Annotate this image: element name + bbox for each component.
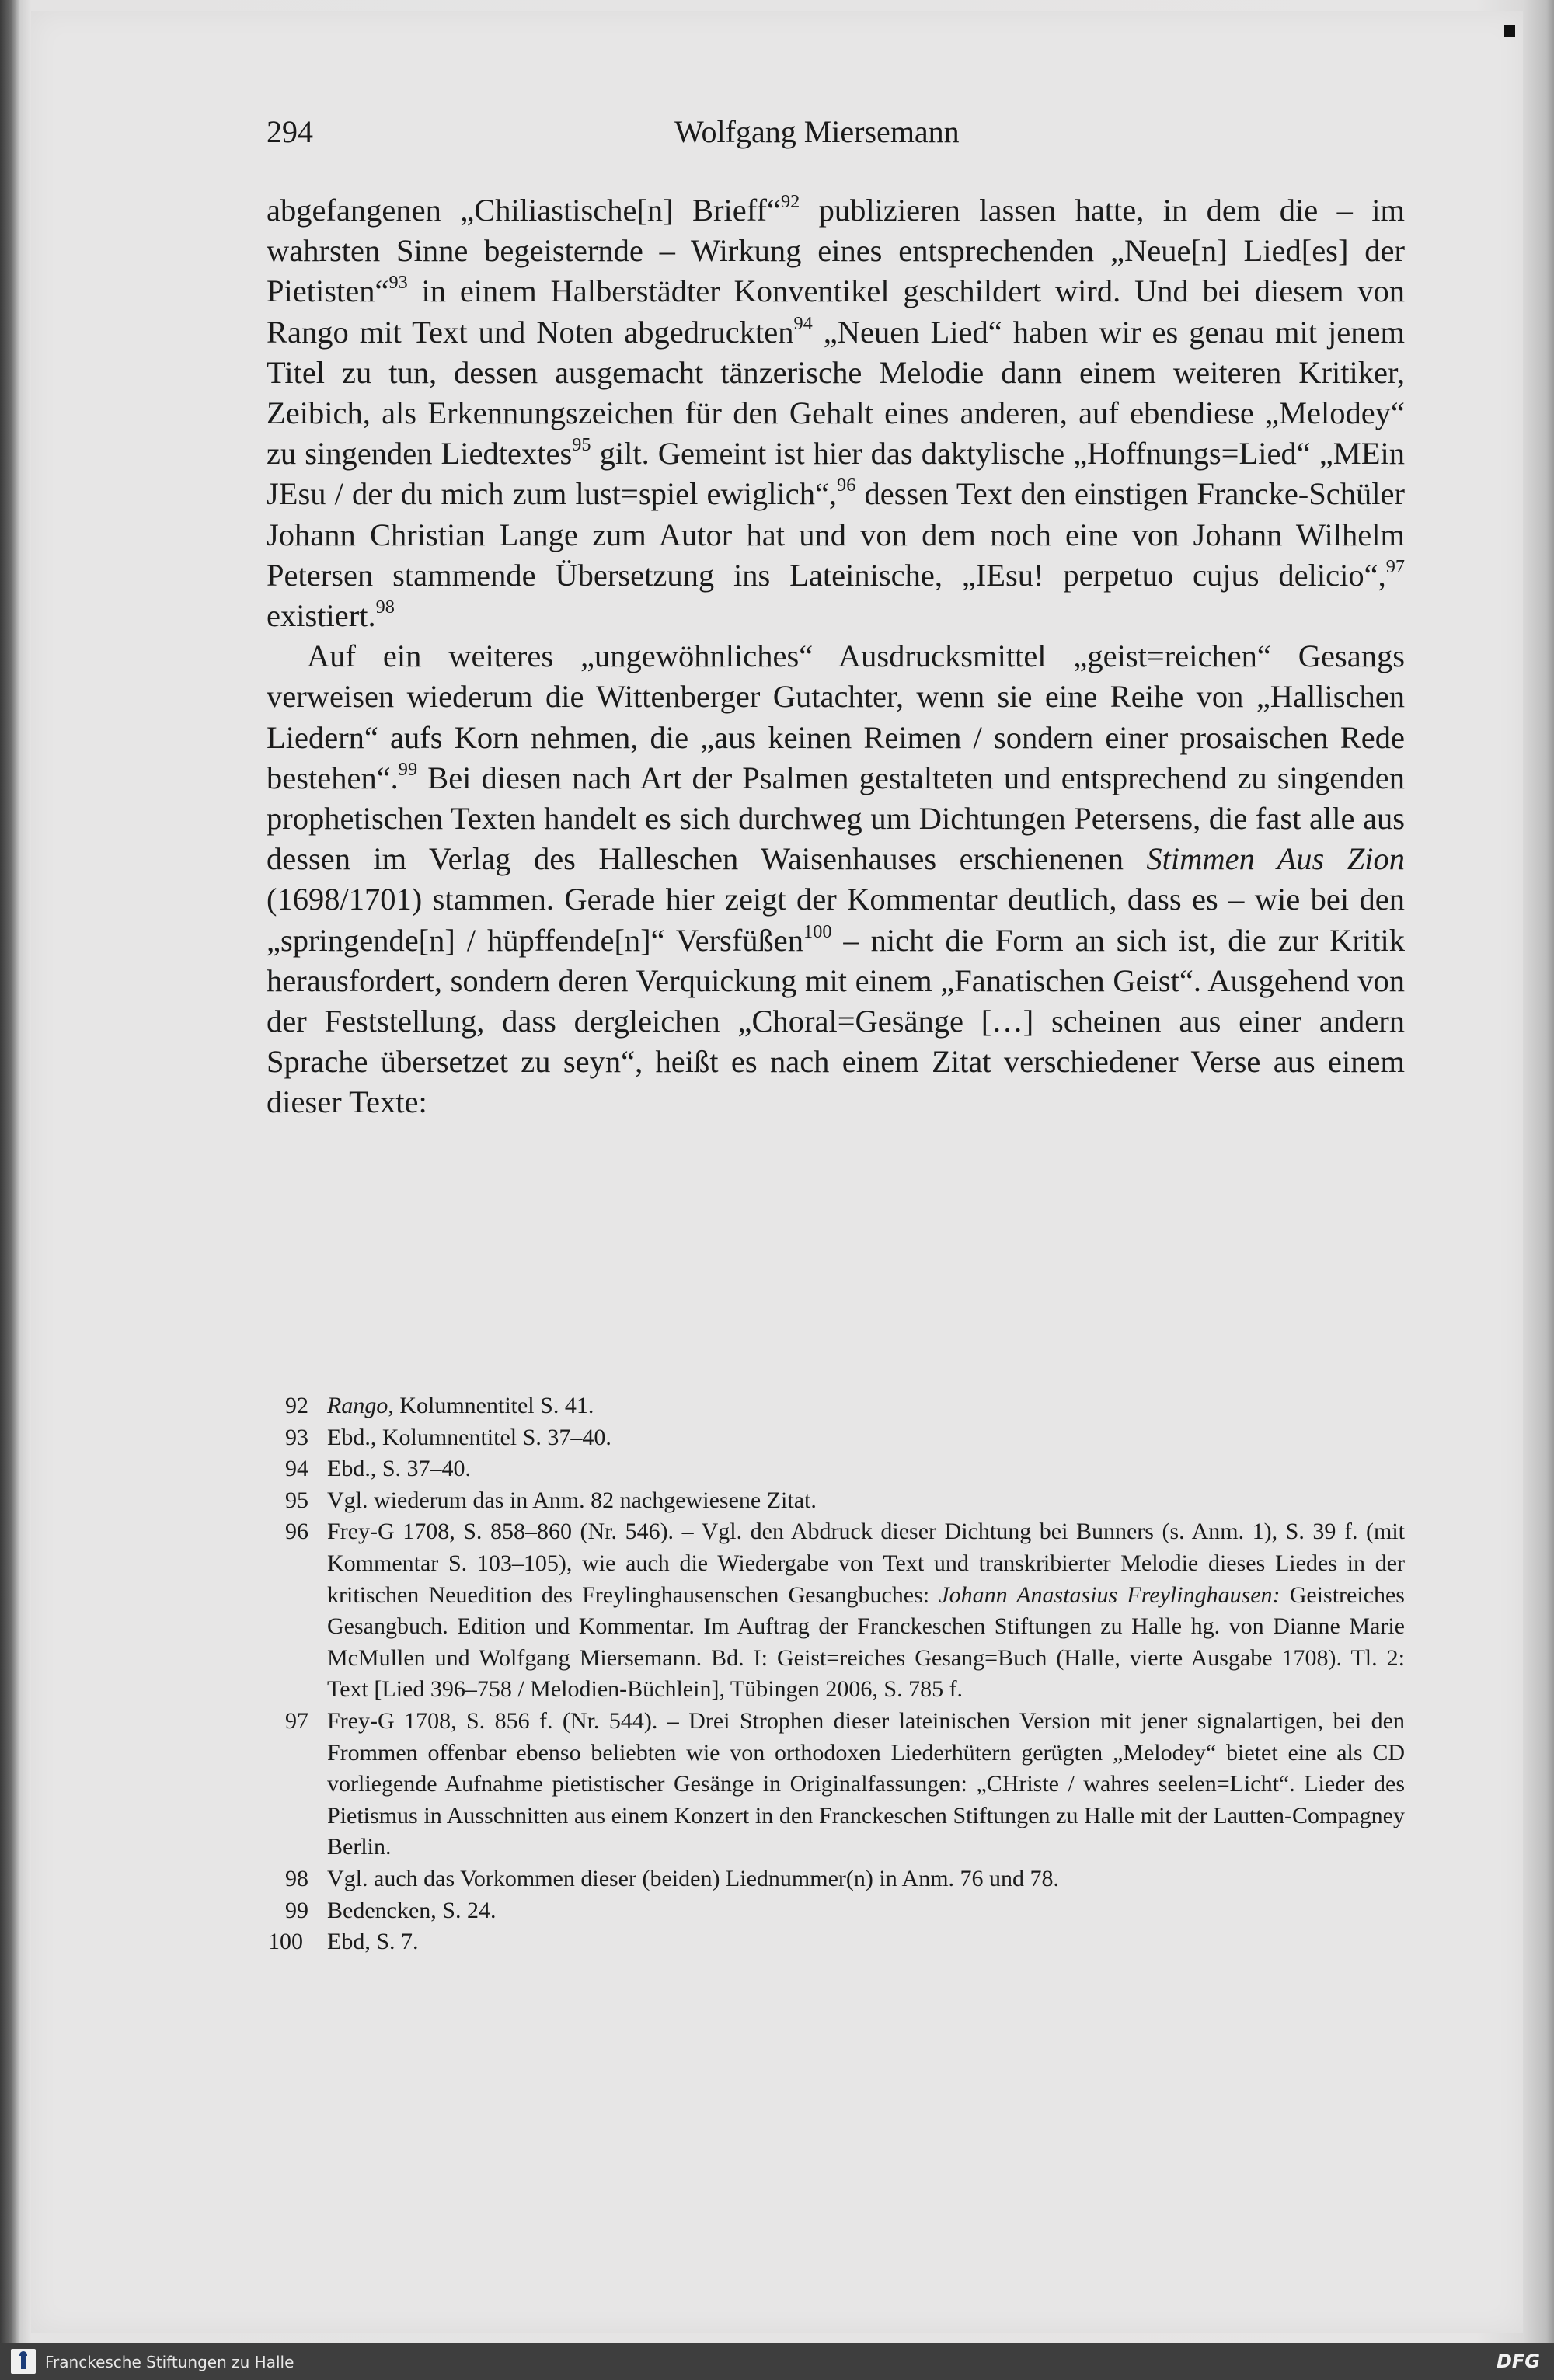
footnote-reference: 99 [398, 758, 418, 780]
text-run: Frey-G 1708, S. 856 f. (Nr. 544). – Drei Strophen dieser lateinischen Version mit jener signalartigen, bei den Frommen offenbar ebenso beliebten wie von orthodoxen Liederhütern gerügten „Melodey“ bietet eine als CD vorliegende Aufnahme pietistischer Gesänge in Originalfassungen: „CHriste / wahres seelen=Licht“. Lieder des Pietismus in Ausschnitten aus einem Konzert in den Franckeschen Stiftungen zu Halle mit der Lautten-Compagney Berlin. [327, 1707, 1405, 1860]
text-run: Auf ein weiteres „ungewöhnliches“ Ausdrucksmittel „geist=reichen“ Gesangs verweisen wiederum die Wittenberger Gutachter, wenn sie eine Reihe von „Hallischen Liedern“ aufs Korn nehmen, die „aus keinen Reimen / sondern einer prosaischen Rede bestehen“. [267, 638, 1405, 795]
footnote-number: 94 [285, 1456, 308, 1482]
text-run: dessen Text den einstigen Francke-Schüler Johann Christian Lange zum Autor hat und von dem noch eine von Johann Wilhelm Petersen stammende Übersetzung ins Lateinische, „IEsu! perpetuo cujus delicio“, [267, 476, 1405, 593]
text-run: existiert. [267, 598, 376, 634]
footnote-number: 93 [285, 1424, 308, 1450]
footnote-number: 95 [285, 1487, 308, 1513]
page-corner-mark [1504, 25, 1515, 37]
text-run: „Neuen Lied“ haben wir es genau mit jenem Titel zu tun, dessen ausgemacht tänzerische Melodie dann einem weiteren Kritiker, Zeibich, als Erkennungszeichen für den Gehalt eines anderen, auf ebendiese „Melodey“ zu singenden Liedtextes [267, 314, 1405, 471]
footnote-reference: 93 [388, 272, 408, 294]
footnote [267, 1926, 1405, 1958]
footnote-number: 98 [285, 1865, 308, 1891]
running-head: Wolfgang Miersemann [674, 114, 960, 149]
footer-institution-label[interactable]: Franckesche Stiftungen zu Halle [45, 2353, 294, 2371]
page-header [267, 113, 1399, 154]
footnote [267, 1390, 1405, 1422]
text-run: Frey-G 1708, S. 858–860 (Nr. 546). – Vgl. den Abdruck dieser Dichtung bei Bunners (s. Anm. 1), S. 39 f. (mit Kommentar S. 103–105), wie auch die Wiedergabe von Text und transkribierter Melodie dieses Liedes in der kritischen Neuedition des Freylinghausenschen Gesangbuches: [327, 1519, 1405, 1608]
footnote-reference: 95 [572, 434, 591, 456]
footnote-number: 99 [285, 1897, 308, 1923]
text-run: Vgl. auch das Vorkommen dieser (beiden) Liednummer(n) in Anm. 76 und 78. [327, 1865, 1060, 1891]
footnote-number: 97 [285, 1707, 308, 1734]
footnote [267, 1422, 1405, 1454]
text-run: – nicht die Form an sich ist, die zur Kritik herausfordert, sondern deren Verquickung mit einem „Fanatischen Geist“. Ausgehend von der Feststellung, dass dergleichen „Choral=Gesänge […] scheinen aus einer andern Sprache übersetzet zu seyn“, heißt es nach einem Zitat verschiedener Verse aus einem dieser Texte: [267, 922, 1406, 1120]
footnote-reference: 98 [375, 597, 395, 618]
footnote-text [327, 1516, 1405, 1706]
text-run: , Kolumnentitel S. 41. [388, 1393, 594, 1418]
footnote [267, 1453, 1405, 1485]
footnote-reference: 100 [803, 920, 832, 942]
italic-text: Johann Anastasius Freylinghausen: [939, 1581, 1280, 1608]
viewer-footer-bar [0, 2343, 1554, 2380]
text-run: Ebd., Kolumnentitel S. 37–40. [327, 1424, 611, 1450]
footnote-text [327, 1926, 1405, 1958]
text-run: Geistreiches Gesangbuch. Edition und Kommentar. Im Auftrag der Franckeschen Stiftungen zu Halle hg. von Dianne Marie McMullen und Wolfgang Miersemann. Bd. I: Geist=reiches Gesang=Buch (Halle, vierte Ausgabe 1708). Tl. 2: Text [Lied 396–758 / Melodien-Büchlein], Tübingen 2006, S. 785 f. [327, 1581, 1405, 1703]
footnote-text [327, 1706, 1405, 1863]
footnote-text [327, 1422, 1405, 1454]
footnote-text [327, 1390, 1405, 1422]
footnote [267, 1863, 1405, 1895]
page-number: 294 [267, 114, 313, 149]
paragraph [267, 636, 1405, 1122]
footnote-reference: 96 [837, 475, 856, 496]
footnote-text [327, 1485, 1405, 1517]
text-run: in einem Halberstädter Konventikel geschildert wird. Und bei diesem von Rango mit Text und Noten abgedruckten [267, 273, 1405, 350]
main-text [267, 190, 1405, 1123]
footnote-reference: 92 [781, 191, 800, 212]
footnote [267, 1485, 1405, 1517]
italic-text: Rango [327, 1393, 388, 1418]
text-run: Vgl. wiederum das in Anm. 82 nachgewiesene Zitat. [327, 1487, 817, 1513]
footnote-text [327, 1863, 1405, 1895]
dfg-logo[interactable]: DFG [1496, 2350, 1540, 2372]
footnote [267, 1706, 1405, 1863]
footnote-number: 100 [268, 1929, 303, 1955]
franckesche-stiftungen-logo-icon[interactable] [11, 2349, 36, 2374]
footnotes [267, 1390, 1405, 1958]
italic-text: Stimmen Aus Zion [1146, 841, 1405, 877]
text-run: publizieren lassen hatte, in dem die – im wahrsten Sinne begeisternde – Wirkung eines entsprechenden „Neue[n] Lied[es] der Pietisten“ [267, 193, 1405, 309]
footnote [267, 1516, 1405, 1706]
footnote-reference: 97 [1385, 555, 1405, 577]
footnote [267, 1895, 1405, 1927]
paragraph [267, 190, 1405, 636]
footnote-number: 92 [285, 1393, 308, 1418]
footnote-text [327, 1453, 1405, 1485]
footnote-number: 96 [285, 1519, 308, 1545]
text-run: Bedencken, S. 24. [327, 1897, 497, 1923]
text-run: Ebd, S. 7. [327, 1929, 419, 1955]
text-run: Bei diesen nach Art der Psalmen gestalteten und entsprechend zu singenden prophetischen Texten handelt es sich durchweg um Dichtungen Petersens, die fast alle aus dessen im Verlag des Halleschen Waisenhauses erschienenen [267, 760, 1405, 877]
text-run: gilt. Gemeint ist hier das daktylische „Hoffnungs=Lied“ „MEin JEsu / der du mich zum lust=spiel ewiglich“, [267, 436, 1405, 512]
footnote-text [327, 1895, 1405, 1927]
text-run: abgefangenen „Chiliastische[n] Brieff“ [267, 193, 781, 228]
text-run: Ebd., S. 37–40. [327, 1456, 472, 1482]
text-run: (1698/1701) stammen. Gerade hier zeigt der Kommentar deutlich, dass es – wie bei den „springende[n] / hüpffende[n]“ Versfüßen [267, 882, 1405, 958]
footnote-reference: 94 [793, 312, 813, 334]
